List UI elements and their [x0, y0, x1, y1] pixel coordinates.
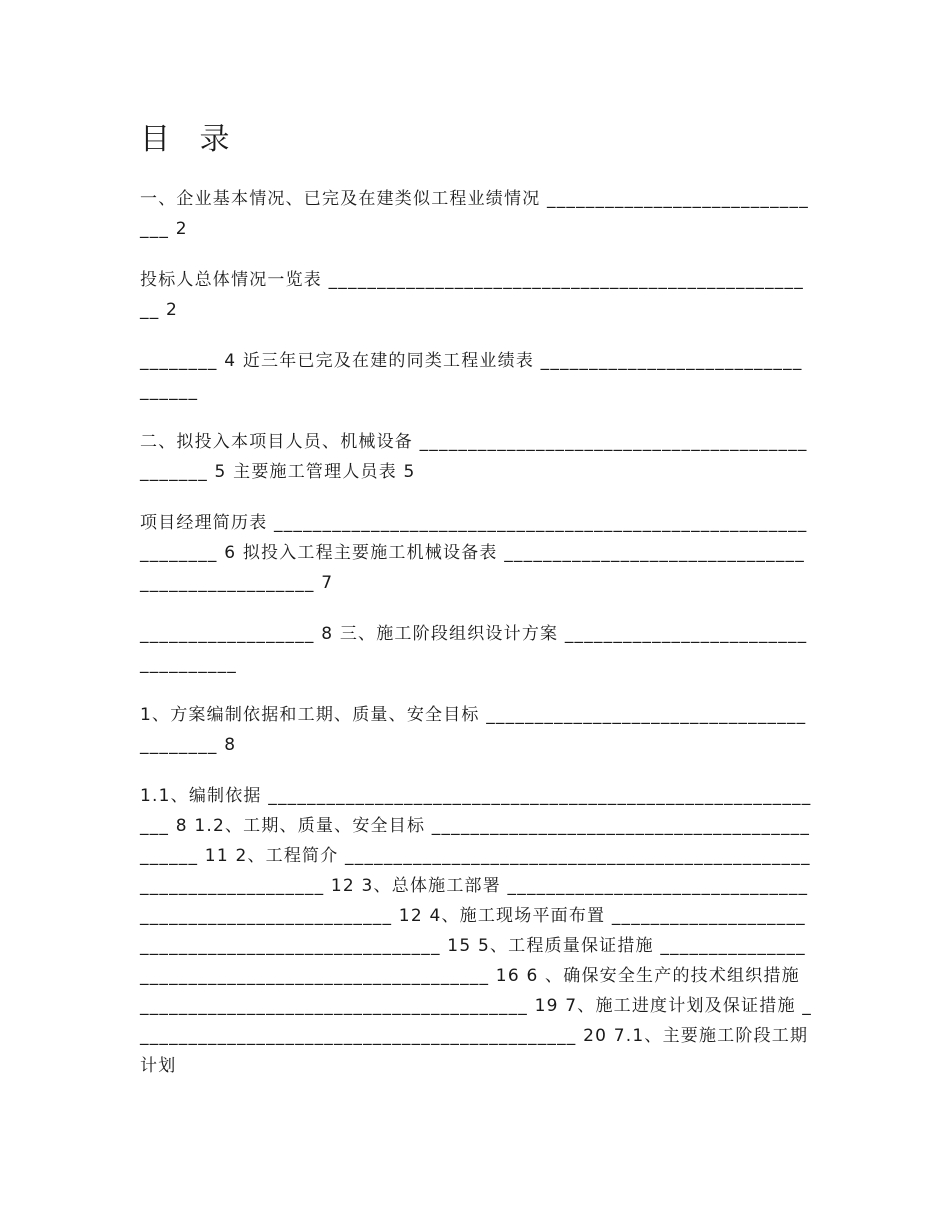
toc-entry[interactable]: 二、拟投入本项目人员、机械设备 _______________________________________________ 5 主要施工管理人员表 5 [140, 432, 808, 482]
toc-entry[interactable]: 1.1、编制依据 ___________________________________________________________ 8 1.2、工期、质量、安全目标 _____________________________________________ 11 2、工程简介 ___________________________________________________________________ 12 3、总体施工部署 _________________________________________________________ 12 4、施工现场平面布置 ___________________________________________________ 15 5、工程质量保证措施 ___________________________________________________ 16 6 、确保安全生产的技术组织措施 ________________________________________ 19 7、施工进度计划及保证措施 ______________________________________________ 20 7.1、主要施工阶段工期计划 [140, 786, 812, 1076]
toc-entry[interactable]: 1、方案编制依据和工期、质量、安全目标 _________________________________________ 8 [140, 705, 807, 755]
page-title: 目 录 [140, 122, 240, 157]
toc-entry[interactable]: __________________ 8 三、施工阶段组织设计方案 ___________________________________ [140, 624, 808, 674]
toc-page [140, 118, 812, 1081]
toc-entry[interactable]: ________ 4 近三年已完及在建的同类工程业绩表 _________________________________ [140, 351, 803, 401]
toc-entry[interactable]: 一、企业基本情况、已完及在建类似工程业绩情况 ______________________________ 2 [140, 189, 809, 239]
toc-entry[interactable]: 投标人总体情况一览表 ___________________________________________________ 2 [140, 270, 804, 320]
toc-entry[interactable]: 项目经理简历表 _______________________________________________________________ 6 拟投入工程主要施工机械设备表 _________________________________________________ 7 [140, 513, 808, 593]
